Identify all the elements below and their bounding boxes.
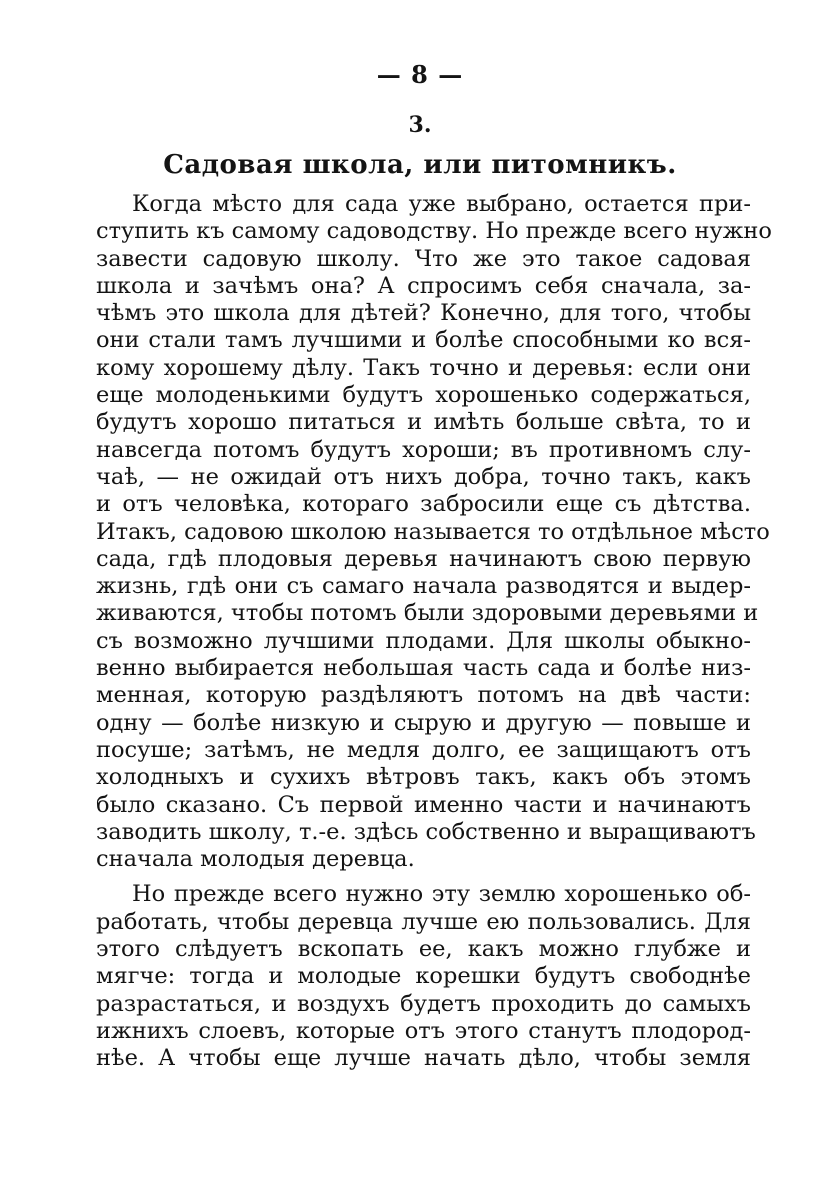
text-line: этого слѣдуетъ вскопать ее, какъ можно глубже и (96, 936, 751, 963)
text-line: заводить школу, т.-е. здѣсь собственно и выращиваютъ (96, 818, 756, 845)
text-line: венно выбирается небольшая часть сада и болѣе низ- (96, 655, 751, 682)
text-line: работать, чтобы деревца лучше ею пользовались. Для (96, 908, 751, 935)
text-line: одну — болѣе низкую и сырую и другую — повыше и (96, 709, 751, 736)
text-line: разрастаться, и воздухъ будетъ проходить до самыхъ (96, 990, 751, 1017)
text-line: ижнихъ слоевъ, которые отъ этого станутъ плодород- (96, 1017, 751, 1044)
paragraph-gap (96, 873, 751, 881)
text-line: нѣе. А чтобы еще лучше начать дѣло, чтобы земля (96, 1045, 751, 1072)
text-line: завести садовую школу. Что же это такое садовая (96, 245, 751, 272)
paragraph (96, 191, 772, 873)
text-line: они стали тамъ лучшими и болѣе способными ко вся- (96, 327, 751, 354)
paragraph (96, 881, 751, 1072)
text-line: чѣмъ это школа для дѣтей? Конечно, для того, чтобы (96, 300, 751, 327)
text-line: холодныхъ и сухихъ вѣтровъ такъ, какъ объ этомъ (96, 764, 751, 791)
page-number: — 8 — (376, 60, 464, 89)
section-title: Садовая школа, или питомникъ. (163, 150, 677, 180)
body-text (96, 191, 772, 1073)
text-line: посуше; затѣмъ, не медля долго, ее защищаютъ отъ (96, 736, 751, 763)
text-line: мягче: тогда и молодые корешки будутъ свободнѣе (96, 963, 751, 990)
text-line: чаѣ, — не ожидай отъ нихъ добра, точно такъ, какъ (96, 463, 751, 490)
text-line: школа и зачѣмъ она? А спросимъ себя сначала, за- (96, 272, 751, 299)
text-line: съ возможно лучшими плодами. Для школы обыкно- (96, 627, 751, 654)
text-line: сначала молодыя деревца. (96, 846, 415, 873)
section-number: 3. (408, 112, 432, 138)
text-line: было сказано. Съ первой именно части и начинаютъ (96, 791, 751, 818)
text-line: Когда мѣсто для сада уже выбрано, остается при- (132, 191, 751, 217)
text-line: ступить къ самому садоводству. Но прежде всего нужно (96, 218, 772, 245)
text-line: еще молоденькими будутъ хорошенько содержаться, (96, 382, 751, 409)
text-line: Но прежде всего нужно эту землю хорошенько об- (132, 881, 751, 908)
text-line: сада, гдѣ плодовыя деревья начинаютъ свою первую (96, 545, 751, 572)
text-line: менная, которую раздѣляютъ потомъ на двѣ части: (96, 682, 751, 709)
text-line: и отъ человѣка, котораго забросили еще съ дѣтства. (96, 491, 751, 518)
text-line: Итакъ, садовою школою называется то отдѣльное мѣсто (96, 518, 770, 545)
text-line: будутъ хорошо питаться и имѣть больше свѣта, то и (96, 409, 751, 436)
text-line: кому хорошему дѣлу. Такъ точно и деревья: если они (96, 354, 751, 381)
text-line: навсегда потомъ будутъ хороши; въ противномъ слу- (96, 436, 751, 463)
text-line: живаются, чтобы потомъ были здоровыми деревьями и (96, 600, 759, 627)
text-line: жизнь, гдѣ они съ самаго начала разводятся и выдер- (96, 573, 751, 600)
